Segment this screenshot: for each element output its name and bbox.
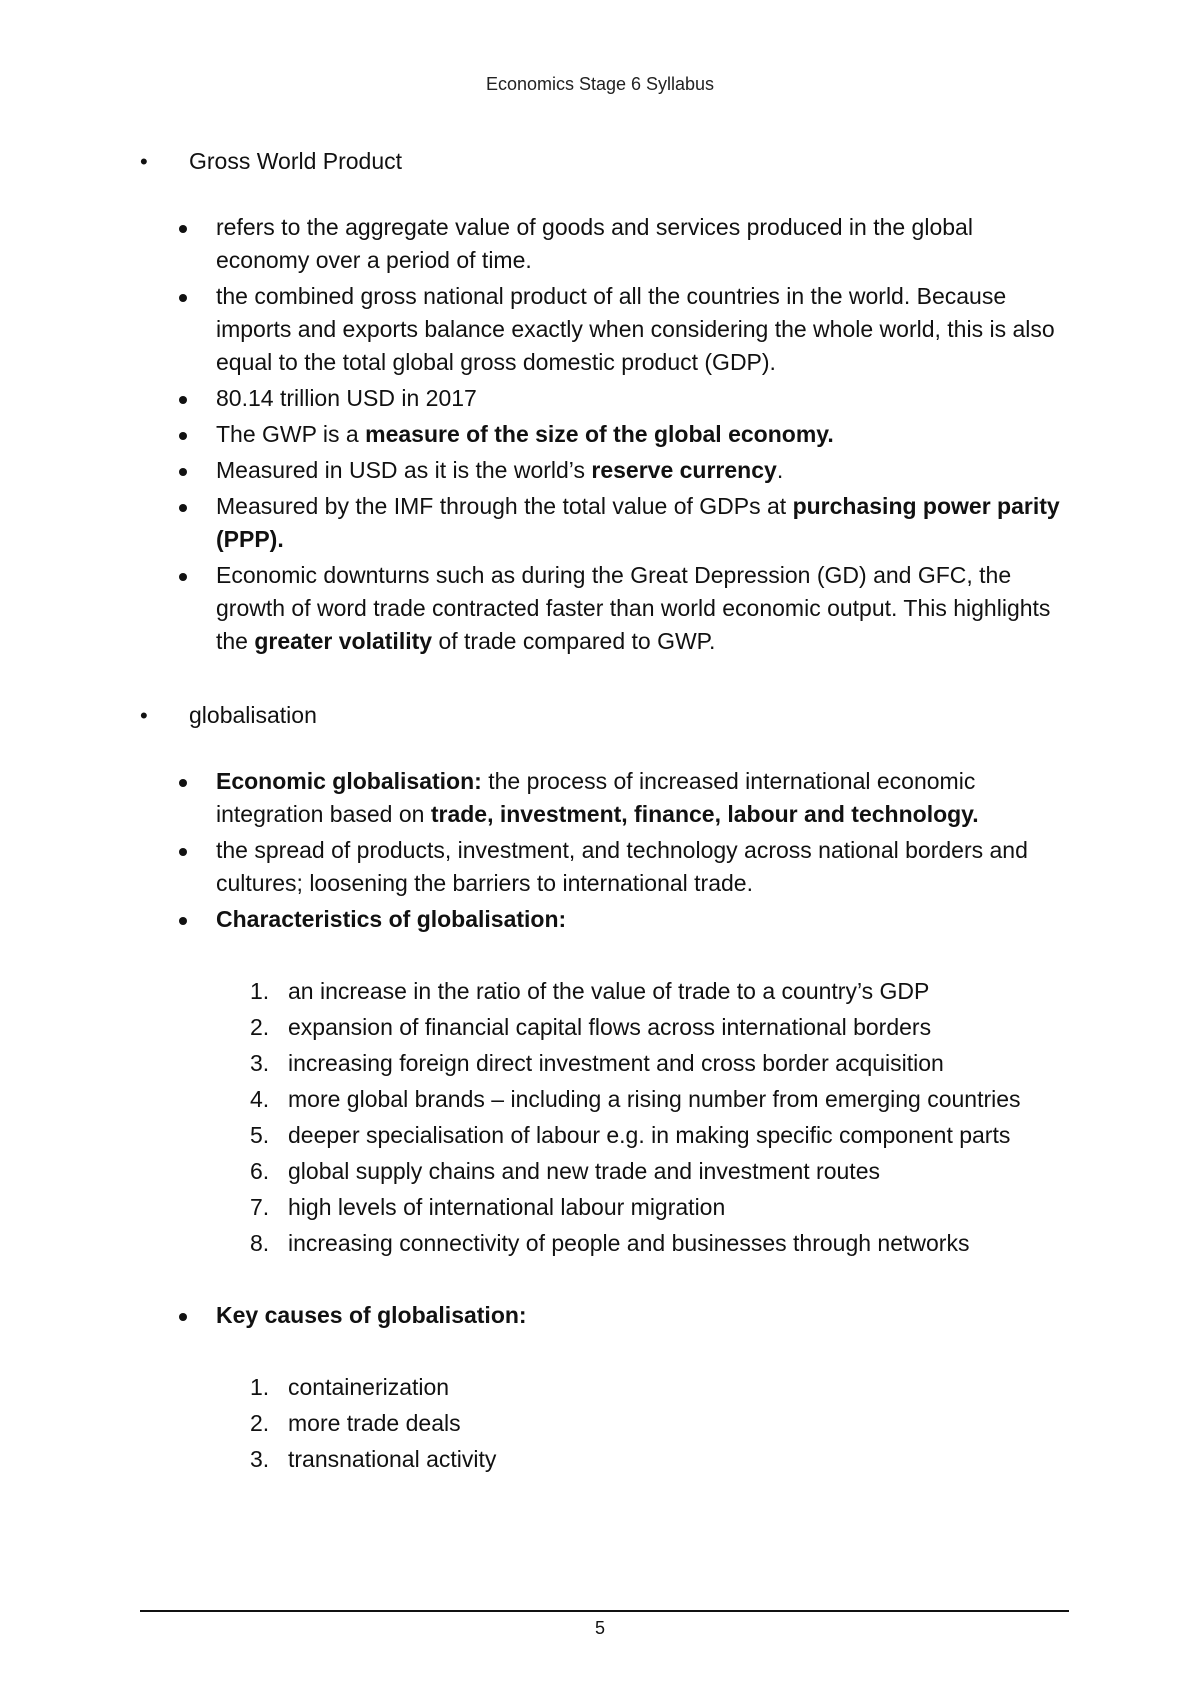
bullet-dot-icon (179, 432, 187, 440)
bullet-dot-icon (179, 504, 187, 512)
topic-title: Gross World Product (189, 148, 403, 174)
bullet-dot-icon (179, 396, 187, 404)
list-text: more global brands – including a rising number from emerging countries (288, 1086, 1021, 1112)
list-text: expansion of financial capital flows across international borders (288, 1014, 932, 1040)
bold-text: Economic globalisation: (216, 768, 482, 794)
text: Measured in USD as it is the world’s (216, 457, 592, 483)
list-number: 5. (250, 1122, 270, 1148)
list-item (216, 280, 1070, 379)
list-text: increasing foreign direct investment and cross border acquisition (288, 1050, 944, 1076)
text: the spread of products, investment, and technology across national borders and cultures; loosening the barriers to international trade. (216, 837, 1028, 896)
list-number: 3. (250, 1446, 270, 1472)
list-text: containerization (288, 1374, 450, 1400)
list-item (216, 1299, 1070, 1332)
list-text: high levels of international labour migration (288, 1194, 726, 1220)
causes-list (140, 1371, 1070, 1476)
list-item (216, 211, 1070, 277)
list-item (216, 903, 1070, 936)
list-number: 6. (250, 1158, 270, 1184)
bold-text: trade, investment, finance, labour and technology. (430, 801, 979, 827)
list-text: transnational activity (288, 1446, 497, 1472)
bullet-dot-icon (179, 917, 187, 925)
globalisation-bullet-list (140, 765, 1070, 936)
list-item (250, 1191, 1070, 1224)
list-number: 8. (250, 1230, 270, 1256)
bullet-dot-icon (179, 848, 187, 856)
topic-gross-world-product (140, 145, 1070, 178)
causes-heading: Key causes of globalisation: (216, 1302, 527, 1328)
text: . (776, 457, 784, 483)
page-header: Economics Stage 6 Syllabus (485, 74, 715, 94)
text: Measured by the IMF through the total value of GDPs at (216, 493, 793, 519)
bullet-dot-icon (179, 1313, 187, 1321)
list-number: 1. (250, 1374, 270, 1400)
list-text: deeper specialisation of labour e.g. in making specific component parts (288, 1122, 1011, 1148)
list-item (216, 454, 1070, 487)
characteristics-list (140, 975, 1070, 1260)
document-body (140, 145, 1070, 1479)
list-item (250, 1443, 1070, 1476)
list-item (216, 765, 1070, 831)
list-text: increasing connectivity of people and businesses through networks (288, 1230, 970, 1256)
list-item (250, 1371, 1070, 1404)
bold-text: greater volatility (254, 628, 433, 654)
bold-text: purchasing power parity (PPP). (216, 493, 1060, 552)
topic-bullet-icon: • (140, 703, 148, 728)
bullet-dot-icon (179, 468, 187, 476)
list-number: 1. (250, 978, 270, 1004)
bullet-dot-icon (179, 573, 187, 581)
list-item (250, 1047, 1070, 1080)
list-number: 7. (250, 1194, 270, 1220)
topic-globalisation (140, 699, 1070, 732)
list-text: more trade deals (288, 1410, 461, 1436)
list-item (250, 1083, 1070, 1116)
topic-title: globalisation (189, 702, 317, 728)
text: the process of increased international economic integration based on (216, 768, 976, 827)
list-item (250, 1155, 1070, 1188)
text: refers to the aggregate value of goods and services produced in the global economy over a period of time. (216, 214, 973, 273)
list-text: an increase in the ratio of the value of trade to a country’s GDP (288, 978, 930, 1004)
text: 80.14 trillion USD in 2017 (216, 385, 477, 411)
text: of trade compared to GWP. (432, 628, 716, 654)
list-number: 4. (250, 1086, 270, 1112)
list-number: 2. (250, 1014, 270, 1040)
bold-text: measure of the size of the global economy. (365, 421, 834, 447)
bullet-dot-icon (179, 225, 187, 233)
text: the combined gross national product of all the countries in the world. Because imports and exports balance exactly when considering the whole world, this is also equal to the total global gross domestic product (GDP). (216, 283, 1055, 375)
causes-heading-list (140, 1299, 1070, 1332)
bullet-dot-icon (179, 294, 187, 302)
list-item (250, 1119, 1070, 1152)
text: Economic downturns such as during the Great Depression (GD) and GFC, the growth of word trade contracted faster than world economic output. This highlights the (216, 562, 1051, 654)
list-item (250, 1011, 1070, 1044)
bullet-dot-icon (179, 779, 187, 787)
list-number: 3. (250, 1050, 270, 1076)
bold-text: Characteristics of globalisation: (216, 906, 567, 932)
list-item (250, 975, 1070, 1008)
list-text: global supply chains and new trade and investment routes (288, 1158, 880, 1184)
list-number: 2. (250, 1410, 270, 1436)
list-item (216, 559, 1070, 658)
gwp-bullet-list (140, 211, 1070, 658)
list-item (216, 834, 1070, 900)
list-item (250, 1407, 1070, 1440)
footer-divider (140, 1610, 1069, 1612)
text: The GWP is a (216, 421, 366, 447)
list-item (216, 382, 1070, 415)
list-item (250, 1227, 1070, 1260)
list-item (216, 418, 1070, 451)
topic-bullet-icon: • (140, 149, 148, 174)
bold-text: reserve currency (591, 457, 777, 483)
page-number: 5 (594, 1618, 605, 1638)
list-item (216, 490, 1070, 556)
